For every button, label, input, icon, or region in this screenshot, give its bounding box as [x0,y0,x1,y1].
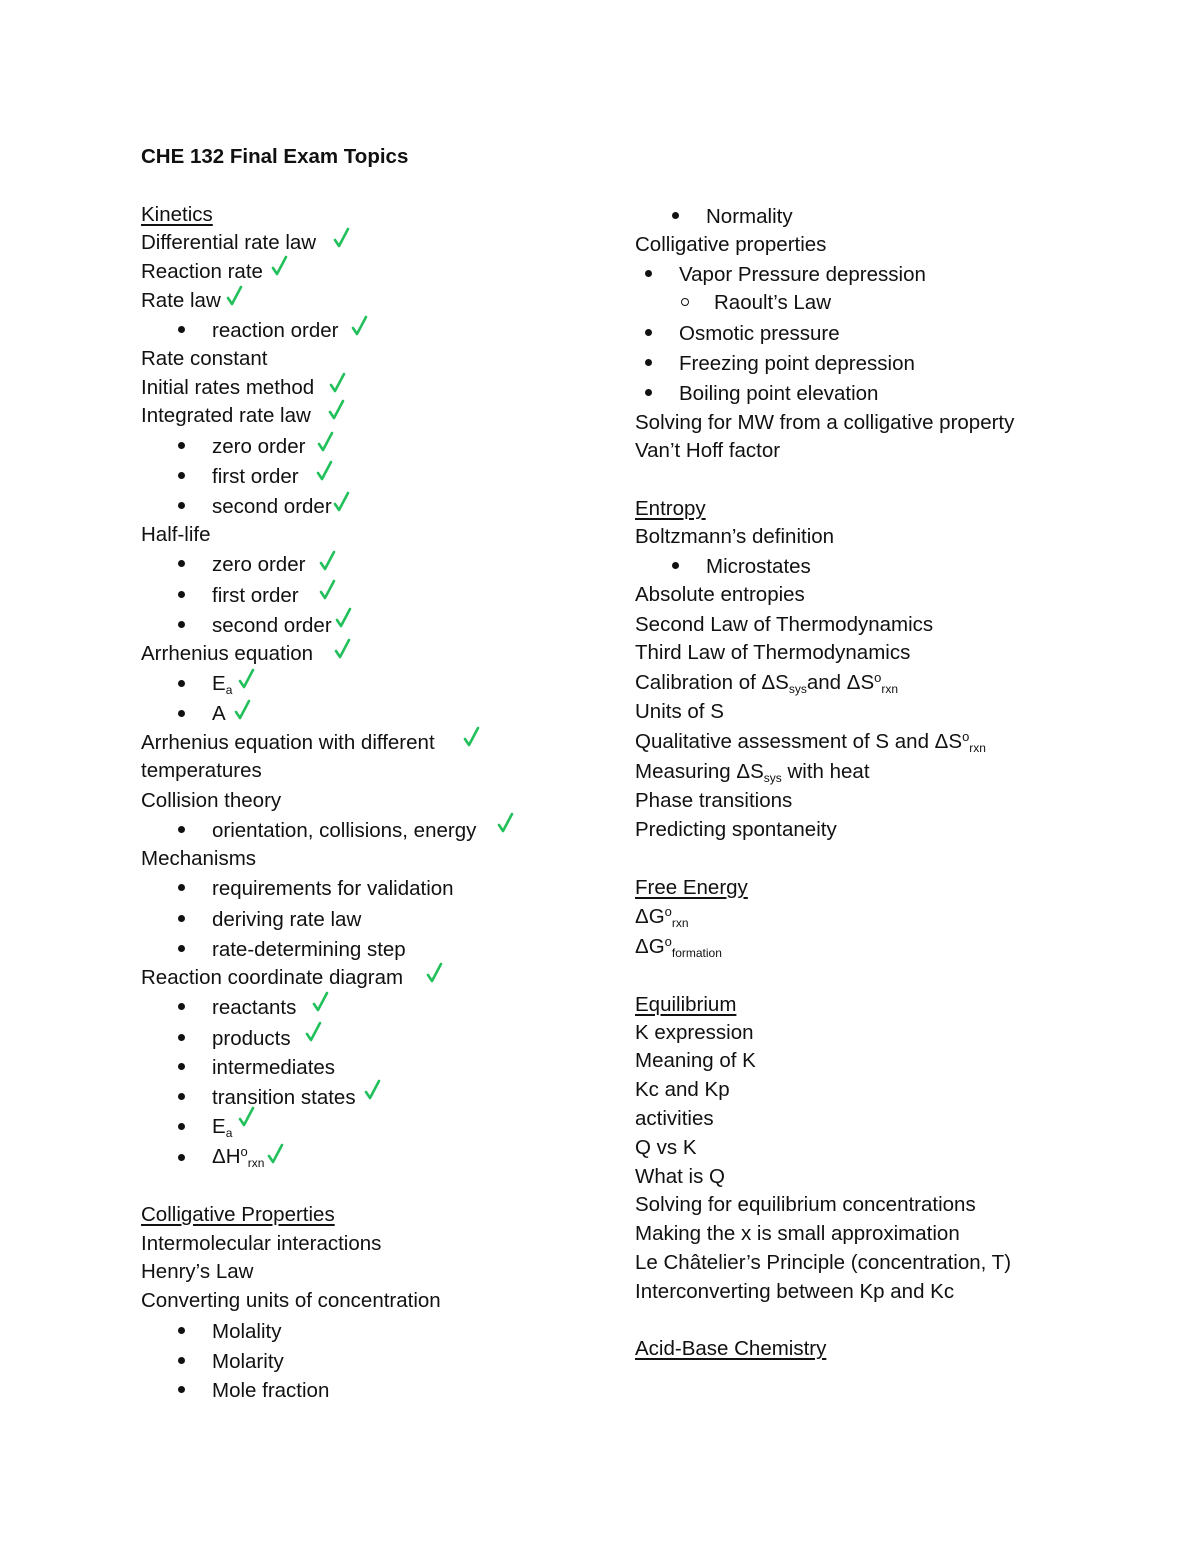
checkmark-icon [496,811,516,835]
bullet-icon [178,1034,185,1041]
topic-half-life-zero-order: zero order [212,553,306,576]
topic-boltzmann-definition: Boltzmann’s definition [635,525,835,548]
topic-molality: Molality [212,1320,282,1343]
free-energy-header: Free Energy [635,876,748,899]
checkmark-icon [304,1020,324,1044]
bullet-icon [178,621,185,628]
topic-reaction-order: reaction order [212,319,339,342]
checkmark-icon [425,961,445,985]
topic-converting-units: Converting units of concentration [141,1289,441,1312]
topic-what-is-q: What is Q [635,1165,725,1188]
topic-reactants: reactants [212,996,297,1019]
topic-interconverting-kp-kc: Interconverting between Kp and Kc [635,1280,955,1303]
checkmark-icon [311,990,331,1014]
topic-rate-determining-step: rate-determining step [212,938,406,961]
topic-integrated-second-order: second order [212,495,332,518]
topic-normality: Normality [706,205,793,228]
topic-mole-fraction: Mole fraction [212,1379,330,1402]
bullet-icon [178,472,185,479]
checkmark-icon [328,371,348,395]
bullet-icon [178,1123,185,1130]
topic-integrated-zero-order: zero order [212,435,306,458]
topic-arrhenius-different-temps: Arrhenius equation with different [141,731,435,754]
checkmark-icon [363,1078,383,1102]
checkmark-icon [333,637,353,661]
topic-qualitative-assessment: Qualitative assessment of S and $\Delta S^o_{rxn}$ [635,729,986,755]
bullet-icon [672,212,679,219]
topic-osmotic-pressure: Osmotic pressure [679,322,840,345]
topic-orientation-collisions-energy: orientation, collisions, energy [212,819,477,842]
checkmark-icon [270,254,290,278]
bullet-icon [178,945,185,952]
topic-gibbs-reaction: $\Delta G^o_{rxn}$ [635,904,689,930]
bullet-icon [178,1003,185,1010]
topic-predicting-spontaneity: Predicting spontaneity [635,818,837,841]
topic-pre-exponential-factor: A [212,702,226,725]
bullet-icon [178,442,185,449]
topic-solving-mw: Solving for MW from a colligative property [635,411,1015,434]
bullet-icon [178,1327,185,1334]
topic-second-law: Second Law of Thermodynamics [635,613,934,636]
topic-measuring-entropy: Measuring $\Delta S_{sys}$ with heat [635,760,870,785]
topic-intermediates: intermediates [212,1056,336,1079]
bullet-icon [178,1063,185,1070]
topic-le-chatelier: Le Châtelier’s Principle (concentration, T) [635,1251,1012,1274]
colligative-properties-header: Colligative Properties [141,1203,335,1226]
topic-reaction-coordinate-diagram: Reaction coordinate diagram [141,966,404,989]
checkmark-icon [225,284,245,308]
topic-half-life-first-order: first order [212,584,299,607]
topic-raoults-law: Raoult’s Law [714,291,831,314]
bullet-icon [178,884,185,891]
topic-calibration: Calibration of $\Delta S_{sys}and$ $\Delta S^o_{rxn}$ [635,670,899,696]
checkmark-icon [233,698,253,722]
topic-gibbs-formation: $\Delta G^o_{formation}$ [635,934,722,960]
bullet-icon [645,389,652,396]
topic-x-small-approximation: Making the x is small approximation [635,1222,960,1245]
topic-half-life-second-order: second order [212,614,332,637]
topic-absolute-entropies: Absolute entropies [635,583,805,606]
bullet-icon [645,270,652,277]
bullet-icon [178,502,185,509]
topic-reaction-rate: Reaction rate [141,260,263,283]
bullet-icon [178,1154,185,1161]
topic-units-of-s: Units of S [635,700,724,723]
checkmark-icon [315,459,335,483]
checkmark-icon [462,725,482,749]
topic-products: products [212,1027,291,1050]
topic-phase-transitions: Phase transitions [635,789,793,812]
kinetics-header: Kinetics [141,203,213,226]
topic-k-expression: K expression [635,1021,754,1044]
checkmark-icon [266,1142,286,1166]
topic-rate-constant: Rate constant [141,347,268,370]
topic-initial-rates-method: Initial rates method [141,376,315,399]
topic-collision-theory: Collision theory [141,789,282,812]
bullet-icon [672,562,679,569]
bullet-icon [178,1357,185,1364]
topic-transition-states: transition states [212,1086,356,1109]
topic-integrated-first-order: first order [212,465,299,488]
topic-mechanisms: Mechanisms [141,847,257,870]
topic-integrated-rate-law: Integrated rate law [141,404,311,427]
topic-requirements-validation: requirements for validation [212,877,454,900]
checkmark-icon [316,430,336,454]
bullet-icon [178,1386,185,1393]
topic-vapor-pressure-depression: Vapor Pressure depression [679,263,926,286]
acid-base-header: Acid-Base Chemistry [635,1337,827,1360]
bullet-icon [178,591,185,598]
topic-enthalpy-of-reaction: $\Delta H^o_{rxn}$ [212,1144,265,1170]
bullet-icon [645,359,652,366]
entropy-header: Entropy [635,497,706,520]
checkmark-icon [332,226,352,250]
topic-activities: activities [635,1107,714,1130]
topic-meaning-of-k: Meaning of K [635,1049,756,1072]
topic-microstates: Microstates [706,555,811,578]
topic-intermolecular-interactions: Intermolecular interactions [141,1232,382,1255]
topic-molarity: Molarity [212,1350,284,1373]
topic-henrys-law: Henry’s Law [141,1260,254,1283]
topic-deriving-rate-law: deriving rate law [212,908,362,931]
checkmark-icon [350,314,370,338]
topic-rate-law: Rate law [141,289,221,312]
checkmark-icon [318,549,338,573]
topic-boiling-point-elevation: Boiling point elevation [679,382,879,405]
topic-arrhenius-equation: Arrhenius equation [141,642,314,665]
bullet-icon [178,326,185,333]
topic-third-law: Third Law of Thermodynamics [635,641,911,664]
topic-q-vs-k: Q vs K [635,1136,697,1159]
topic-activation-energy: $E_a$ [212,672,233,697]
topic-vant-hoff-factor: Van’t Hoff factor [635,439,781,462]
topic-solving-equilibrium: Solving for equilibrium concentrations [635,1193,976,1216]
checkmark-icon [332,490,352,514]
bullet-icon [178,826,185,833]
bullet-icon [178,1093,185,1100]
bullet-icon [178,680,185,687]
checkmark-icon [318,578,338,602]
topic-half-life: Half-life [141,523,211,546]
bullet-icon [178,560,185,567]
bullet-icon [178,710,185,717]
checkmark-icon [237,1105,257,1129]
checkmark-icon [327,398,347,422]
equilibrium-header: Equilibrium [635,993,737,1016]
topic-activation-energy-diagram: $E_a$ [212,1115,233,1140]
checkmark-icon [237,667,257,691]
topic-freezing-point-depression: Freezing point depression [679,352,915,375]
bullet-icon [178,915,185,922]
topic-differential-rate-law: Differential rate law [141,231,317,254]
topic-kc-and-kp: Kc and Kp [635,1078,730,1101]
page-title: CHE 132 Final Exam Topics [141,145,409,168]
bullet-icon [645,329,652,336]
checkmark-icon [334,606,354,630]
topic-colligative-properties: Colligative properties [635,233,827,256]
topic-arrhenius-different-temps-cont: temperatures [141,759,262,782]
sub-bullet-icon [681,298,689,306]
